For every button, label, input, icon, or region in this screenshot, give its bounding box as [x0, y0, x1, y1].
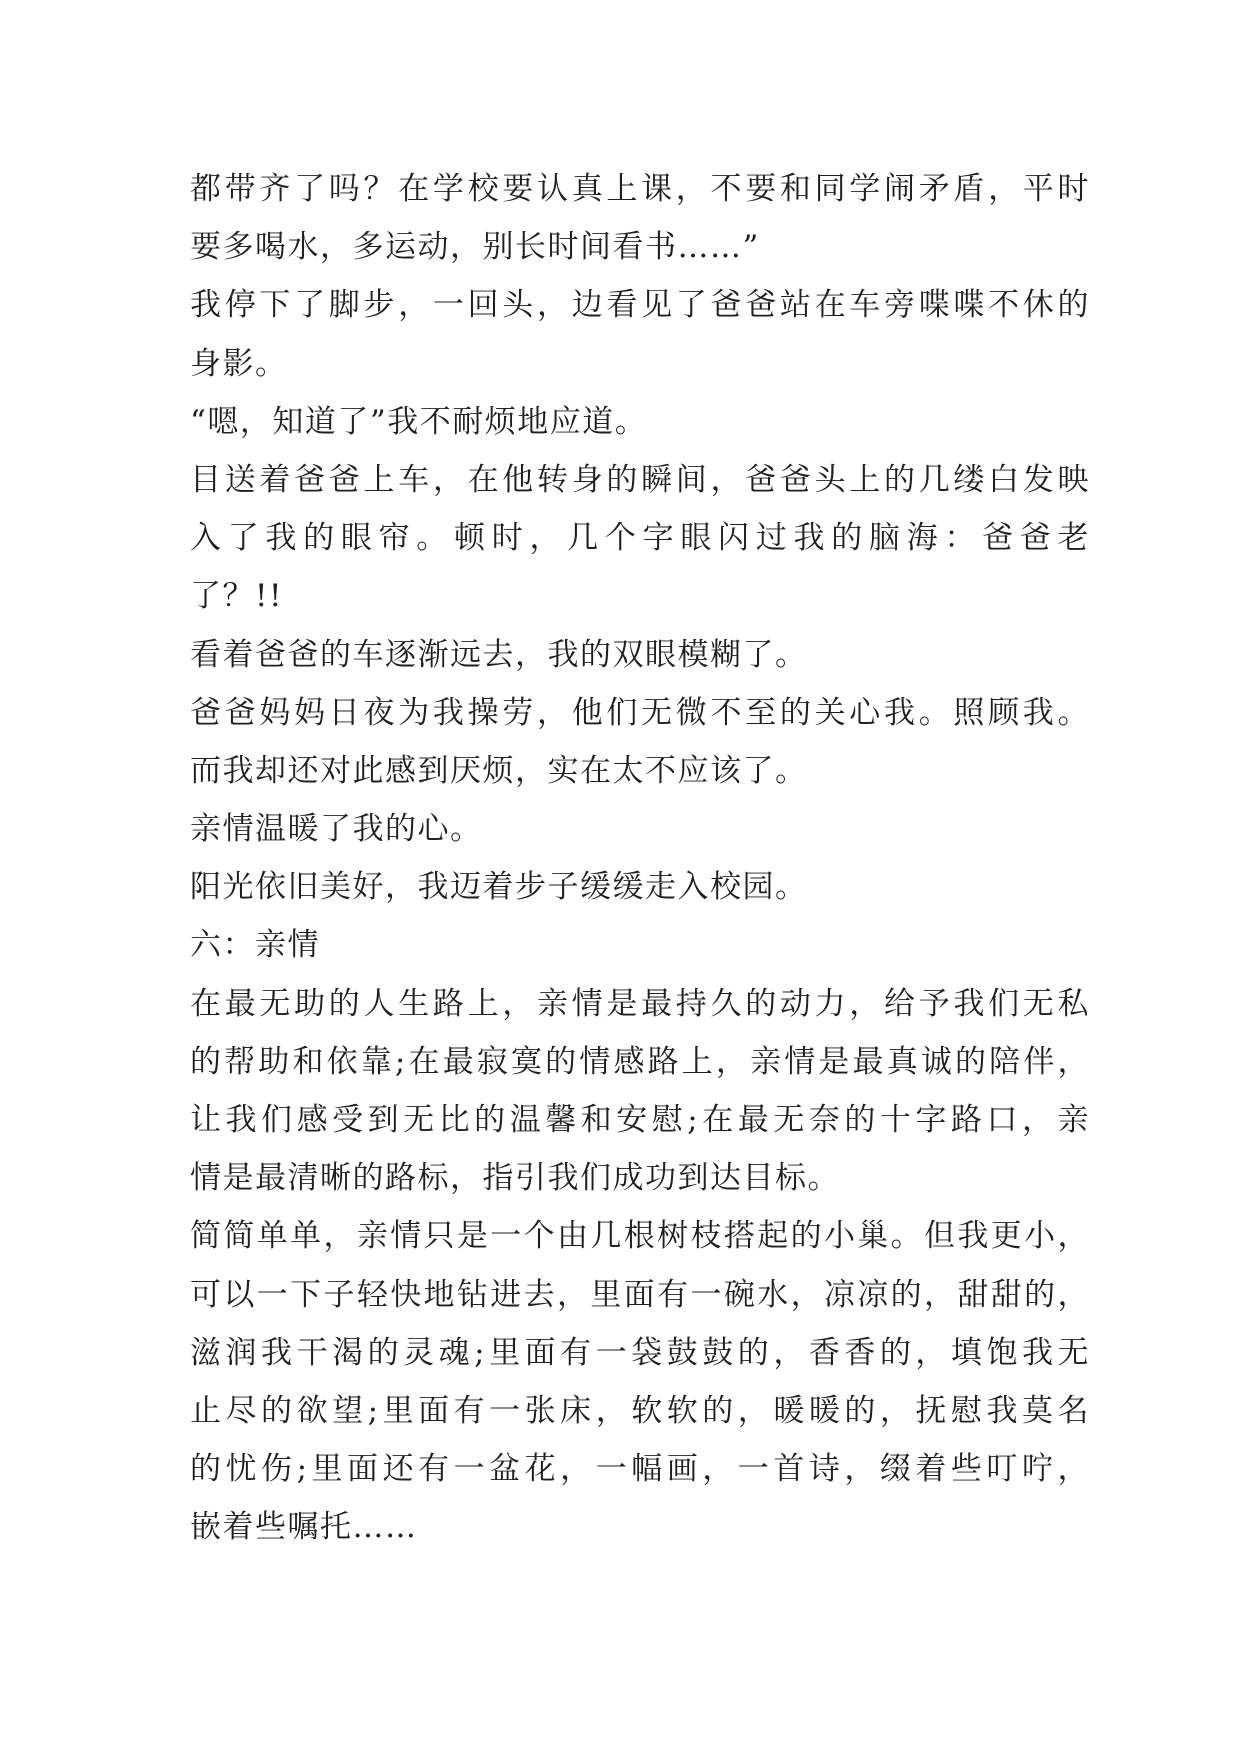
paragraph [190, 975, 1090, 1208]
text-line: 六：亲情 [190, 927, 320, 964]
text-line: 看着爸爸的车逐渐远去，我的双眼模糊了。 [190, 636, 808, 673]
paragraph [190, 393, 1090, 451]
text-line: 而我却还对此感到厌烦，实在太不应该了。 [190, 752, 808, 789]
text-line: 在最无助的人生路上，亲情是最持久的动力，给予我们无私 [190, 985, 1090, 1022]
paragraph [190, 1207, 1090, 1556]
text-line: 了？!! [190, 578, 283, 615]
text-line: 目送着爸爸上车，在他转身的瞬间，爸爸头上的几缕白发映 [190, 461, 1090, 498]
document-body [190, 160, 1090, 1557]
text-line: 让我们感受到无比的温馨和安慰;在最无奈的十字路口，亲 [190, 1102, 1090, 1138]
text-line: 可以一下子轻快地钻进去，里面有一碗水，凉凉的，甜甜的， [190, 1276, 1090, 1313]
text-line: 的帮助和依靠;在最寂寞的情感路上，亲情是最真诚的陪伴， [190, 1043, 1090, 1080]
text-line: 止尽的欲望;里面有一张床，软软的，暖暖的，抚慰我莫名 [190, 1392, 1090, 1429]
text-line: “嗯，知道了”我不耐烦地应道。 [190, 403, 648, 440]
text-line: 情是最清晰的路标，指引我们成功到达目标。 [190, 1160, 840, 1197]
text-line: 爸爸妈妈日夜为我操劳，他们无微不至的关心我。照顾我。 [190, 694, 1090, 731]
text-line: 简简单单，亲情只是一个由几根树枝搭起的小巢。但我更小， [190, 1218, 1090, 1255]
paragraph [190, 276, 1090, 392]
text-line: 的忧伤;里面还有一盆花，一幅画，一首诗，缀着些叮咛， [190, 1451, 1090, 1488]
paragraph [190, 800, 1090, 858]
paragraph [190, 684, 1090, 800]
text-line: 阳光依旧美好，我迈着步子缓缓走入校园。 [190, 869, 808, 906]
text-line: 身影。 [190, 345, 288, 382]
paragraph [190, 160, 1090, 276]
text-line: 都带齐了吗？在学校要认真上课，不要和同学闹矛盾，平时 [190, 171, 1090, 207]
text-line: 我停下了脚步，一回头，边看见了爸爸站在车旁喋喋不休的 [190, 287, 1090, 324]
text-line: 入了我的眼帘。顿时，几个字眼闪过我的脑海：爸爸老 [190, 520, 1090, 557]
paragraph [190, 626, 1090, 684]
text-line: 亲情温暖了我的心。 [190, 811, 483, 848]
text-line: 嵌着些嘱托…… [190, 1509, 418, 1546]
paragraph [190, 858, 1090, 916]
paragraph [190, 451, 1090, 626]
text-line: 要多喝水，多运动，别长时间看书……” [190, 229, 760, 266]
paragraph [190, 916, 1090, 974]
text-line: 滋润我干渴的灵魂;里面有一袋鼓鼓的，香香的，填饱我无 [190, 1334, 1090, 1371]
